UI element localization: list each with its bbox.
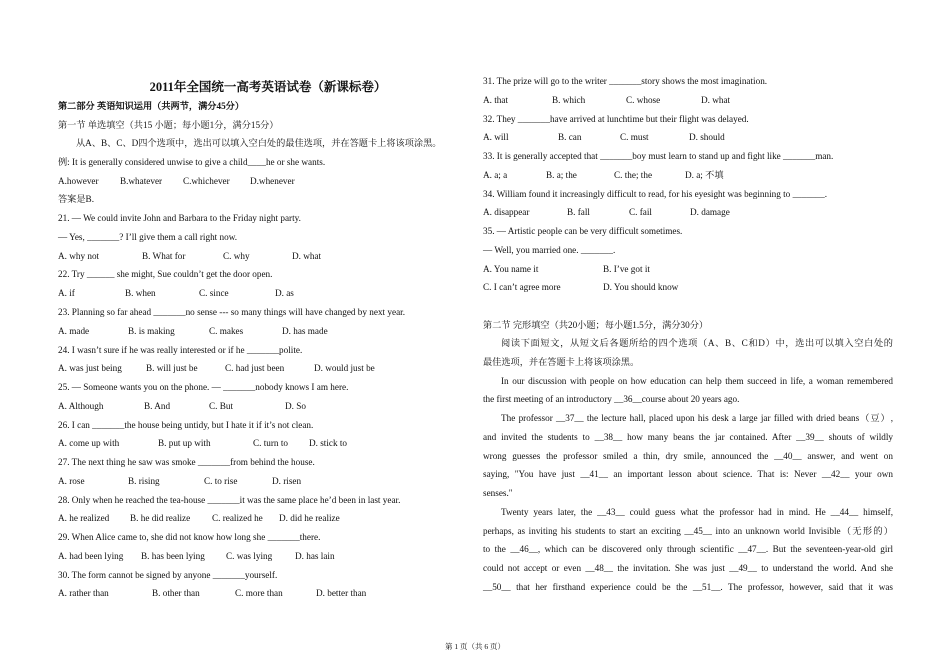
option: D. has made	[282, 326, 328, 336]
option: A. that	[483, 95, 509, 105]
question-stem: 31. The prize will go to the writer _______story shows the most imagination.	[483, 76, 768, 86]
option: A. rather than	[58, 588, 109, 598]
passage-line: could not accept or even __48__ the invitation. She was just __49__ to understand the world. And she	[483, 563, 893, 573]
section1-heading: 第一节 单选填空（共15 小题；每小题1分，满分15分）	[58, 120, 279, 130]
option: B. has been lying	[141, 551, 205, 561]
passage-line: wrong guesses the professor smiled a thin, dry smile, announced the __40__ answer, and went on	[483, 451, 893, 461]
question-stem: — Well, you married one. _______.	[483, 245, 616, 255]
option: D. a; 不填	[685, 170, 724, 180]
option: D. as	[275, 288, 294, 298]
option: B. will just be	[146, 363, 198, 373]
question-stem: 26. I can _______the house being untidy, but I hate it if it’s not clean.	[58, 420, 314, 430]
passage-line: and invited the students to __38__ how many beans the jar contained. After __39__ shouts of wildly	[483, 432, 893, 442]
option: A.however	[58, 176, 99, 186]
passage-line: the first meeting of an introductory __36__course about 20 years ago.	[483, 394, 740, 404]
option: C. turn to	[253, 438, 288, 448]
option: C. makes	[209, 326, 244, 336]
example-question: 例: It is generally considered unwise to give a child____he or she wants.	[58, 157, 326, 167]
option: C.whichever	[183, 176, 230, 186]
section1-instruction: 从A、B、C、D四个选项中，选出可以填入空白处的最佳选项，并在答题卡上将该项涂黑。	[76, 138, 442, 148]
section2-heading: 第二节 完形填空（共20小题；每小题1.5分，满分30分）	[483, 320, 709, 330]
question-stem: 23. Planning so far ahead _______no sense --- so many things will have changed by next year.	[58, 307, 406, 317]
passage-line: senses."	[483, 488, 513, 498]
option: A. why not	[58, 251, 100, 261]
page-title: 2011年全国统一高考英语试卷（新课标卷）	[149, 80, 387, 94]
option: A. had been lying	[58, 551, 124, 561]
option: D. should	[689, 132, 725, 142]
option: B. I’ve got it	[603, 264, 650, 274]
option: B. other than	[152, 588, 200, 598]
option: A. was just being	[58, 363, 122, 373]
option: A. You name it	[483, 264, 539, 274]
option: D. has lain	[295, 551, 335, 561]
option: A. come up with	[58, 438, 120, 448]
question-stem: 34. William found it increasingly difficult to read, for his eyesight was beginning to _______.	[483, 189, 828, 199]
section2-instruction: 阅读下面短文，从短文后各题所给的四个选项（A、B、C和D）中，选出可以填入空白处的	[501, 338, 893, 348]
option: A. Although	[58, 401, 104, 411]
option: C. the; the	[614, 170, 653, 180]
question-stem: 21. — We could invite John and Barbara to the Friday night party.	[58, 213, 301, 223]
option: C. whose	[626, 95, 661, 105]
option: D.whenever	[250, 176, 295, 186]
option: A. a; a	[483, 170, 508, 180]
option: A. disappear	[483, 207, 530, 217]
option: B. when	[125, 288, 156, 298]
option: B. fall	[567, 207, 590, 217]
option: D. risen	[272, 476, 302, 486]
option: C. had just been	[225, 363, 285, 373]
option: A. he realized	[58, 513, 110, 523]
option: D. You should know	[603, 282, 679, 292]
question-stem: 28. Only when he reached the tea-house _______it was the same place he’d been in last year.	[58, 495, 401, 505]
option: B. rising	[128, 476, 160, 486]
passage-line: Twenty years later, the __43__ could guess what the professor had in mind. He __44__ himself,	[501, 507, 893, 517]
option: A. if	[58, 288, 75, 298]
option: C. since	[199, 288, 229, 298]
passage-line: __50__ that her firsthand experience could be the __51__. The professor, however, said that it was	[483, 582, 893, 592]
question-stem: 35. — Artistic people can be very difficult sometimes.	[483, 226, 683, 236]
question-stem: 32. They _______have arrived at lunchtime but their flight was delayed.	[483, 114, 749, 124]
option: A. made	[58, 326, 90, 336]
option: C. I can’t agree more	[483, 282, 561, 292]
option: B.whatever	[120, 176, 163, 186]
option: D. did he realize	[279, 513, 340, 523]
part2-heading: 第二部分 英语知识运用（共两节，满分45分）	[58, 101, 245, 111]
option: B. is making	[128, 326, 175, 336]
passage-line: perhaps, as inviting his students to start an exciting __45__ into an unknown world Invisible（无形的）	[483, 526, 893, 536]
passage-line: saying, "You have just __41__ an important lesson about science. That is: Never __42__ your own	[483, 469, 893, 479]
question-stem: 29. When Alice came to, she did not know how long she _______there.	[58, 532, 321, 542]
question-stem: 25. — Someone wants you on the phone. — _______nobody knows I am here.	[58, 382, 349, 392]
option: B. What for	[142, 251, 186, 261]
option: D. better than	[316, 588, 367, 598]
option: D. what	[701, 95, 731, 105]
option: B. can	[558, 132, 582, 142]
passage-line: In our discussion with people on how education can help them succeed in life, a woman remembered	[501, 376, 893, 386]
option: C. to rise	[204, 476, 238, 486]
option: D. damage	[690, 207, 730, 217]
option: D. what	[292, 251, 322, 261]
question-stem: 24. I wasn’t sure if he was really interested or if he _______polite.	[58, 345, 303, 355]
option: B. he did realize	[130, 513, 191, 523]
option: C. fail	[629, 207, 652, 217]
option: C. more than	[235, 588, 283, 598]
question-stem: 22. Try ______ she might, Sue couldn’t get the door open.	[58, 269, 273, 279]
question-stem: 30. The form cannot be signed by anyone _______yourself.	[58, 570, 278, 580]
question-stem: — Yes, _______? I’ll give them a call right now.	[58, 232, 238, 242]
question-stem: 33. It is generally accepted that _______boy must learn to stand up and fight like _______man.	[483, 151, 834, 161]
question-stem: 27. The next thing he saw was smoke _______from behind the house.	[58, 457, 315, 467]
option: C. But	[209, 401, 233, 411]
option: B. which	[552, 95, 586, 105]
option: B. put up with	[158, 438, 211, 448]
option: D. So	[285, 401, 306, 411]
option: C. realized he	[212, 513, 263, 523]
example-answer: 答案是B.	[58, 194, 94, 204]
option: A. rose	[58, 476, 85, 486]
option: C. must	[620, 132, 649, 142]
option: A. will	[483, 132, 509, 142]
option: D. stick to	[309, 438, 348, 448]
page-footer: 第 1 页（共 6 页）	[445, 642, 505, 651]
passage-line: The professor __37__ the lecture hall, placed upon his desk a large jar filled with dried beans（豆）,	[501, 413, 893, 423]
option: B. And	[144, 401, 171, 411]
option: B. a; the	[546, 170, 577, 180]
option: D. would just be	[314, 363, 375, 373]
option: C. was lying	[226, 551, 273, 561]
section2-instruction: 最佳选项，并在答题卡上将该项涂黑。	[483, 357, 640, 367]
passage-line: to the __46__, which can be discovered only through scientific __47__. But the seventeen-year-old girl	[483, 544, 893, 554]
option: C. why	[223, 251, 250, 261]
